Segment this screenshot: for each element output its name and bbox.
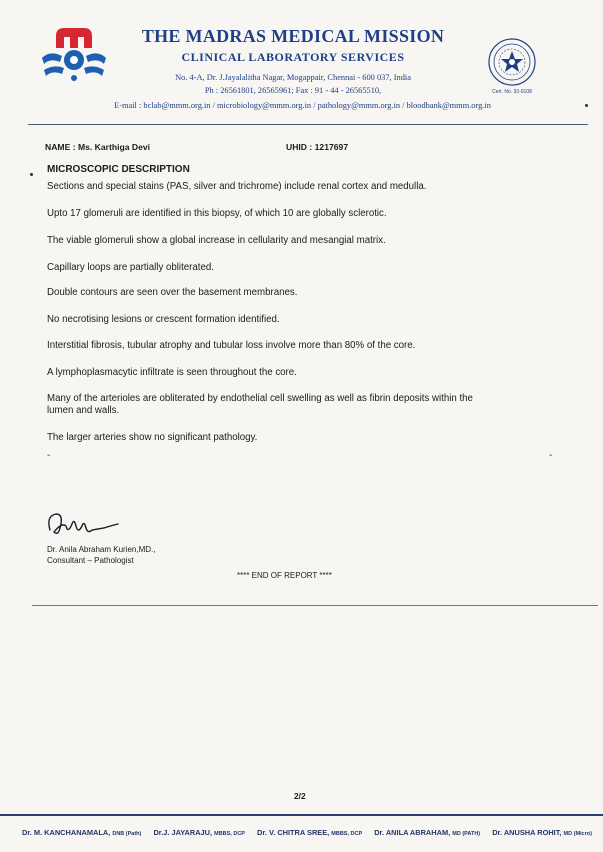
footer-doctor: Dr. V. CHITRA SREE, MBBS, DCP: [257, 828, 363, 837]
footer-doctor: Dr. ANUSHA ROHIT, MD (Micro): [492, 828, 592, 837]
finding-paragraph: Double contours are seen over the basement membranes.: [47, 287, 298, 298]
header-divider: [28, 124, 588, 125]
dash-mark: -: [549, 450, 553, 461]
section-heading: MICROSCOPIC DESCRIPTION: [47, 164, 190, 175]
scan-speck: [30, 173, 33, 176]
finding-paragraph: Many of the arterioles are obliterated by endothelial cell swelling as well as fibrin deposits within the: [47, 393, 473, 404]
footer-divider: [0, 814, 603, 816]
dash-mark: -: [47, 450, 51, 461]
signatory-name: Dr. Anila Abraham Kurien,MD.,: [47, 545, 156, 554]
signatory-role: Consultant – Pathologist: [47, 556, 134, 565]
page-number: 2/2: [294, 791, 306, 801]
finding-paragraph: Interstitial fibrosis, tubular atrophy and tubular loss involve more than 80% of the core.: [47, 340, 416, 351]
finding-paragraph: The larger arteries show no significant pathology.: [47, 432, 258, 443]
patient-uhid: UHID : 1217697: [286, 142, 349, 152]
accreditation-seal-icon: [486, 36, 538, 96]
end-of-report: **** END OF REPORT ****: [237, 571, 332, 580]
footer-doctor-list: [22, 828, 592, 837]
finding-paragraph: Capillary loops are partially obliterated.: [47, 262, 214, 273]
org-phone: Ph : 26561801, 26565961; Fax : 91 - 44 - 26565510,: [204, 86, 382, 95]
signature-icon: [44, 508, 124, 544]
patient-name: NAME : Ms. Karthiga Devi: [45, 142, 151, 152]
scan-speck: [585, 104, 588, 107]
org-subtitle: CLINICAL LABORATORY SERVICES: [181, 50, 405, 64]
finding-paragraph: Upto 17 glomeruli are identified in this biopsy, of which 10 are globally sclerotic.: [47, 208, 387, 219]
footer-doctor: Dr.J. JAYARAJU, MBBS, DCP: [153, 828, 245, 837]
finding-paragraph-continued: lumen and walls.: [47, 405, 120, 416]
finding-paragraph: No necrotising lesions or crescent formation identified.: [47, 314, 280, 325]
finding-paragraph: The viable glomeruli show a global increase in cellularity and mesangial matrix.: [47, 235, 386, 246]
org-address: No. 4-A, Dr. J.Jayalalitha Nagar, Mogappair, Chennai - 600 037, India: [175, 73, 411, 82]
body-divider: [32, 605, 598, 606]
footer-doctor: Dr. ANILA ABRAHAM, MD (PATH): [374, 828, 481, 837]
mmm-logo-icon: [40, 24, 108, 84]
finding-paragraph: Sections and special stains (PAS, silver and trichrome) include renal cortex and medulla.: [47, 181, 427, 192]
org-email: E-mail : bclab@mmm.org.in / microbiology@mmm.org.in / pathology@mmm.org.in / bloodbank@mmm.org.in: [114, 101, 491, 110]
org-title: THE MADRAS MEDICAL MISSION: [141, 26, 445, 46]
seal-text: Cert. No. 33-0108: [492, 89, 532, 95]
finding-paragraph: A lymphoplasmacytic infiltrate is seen throughout the core.: [47, 367, 297, 378]
footer-doctor: Dr. M. KANCHANAMALA, DNB (Path): [22, 828, 142, 837]
